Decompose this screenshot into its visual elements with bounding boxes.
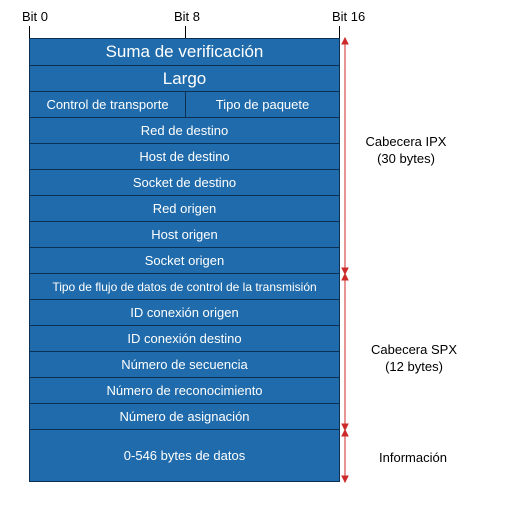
field-label: Tipo de flujo de datos de control de la transmisión bbox=[52, 279, 317, 294]
data-section-label bbox=[357, 449, 469, 466]
spx-header-size: (12 bytes) bbox=[385, 359, 443, 374]
data-section-title: Información bbox=[379, 450, 447, 465]
spx-header-label bbox=[358, 341, 470, 375]
data-arrow-head-bottom bbox=[342, 476, 348, 482]
field-label: Largo bbox=[162, 68, 207, 88]
spx-header-title: Cabecera SPX bbox=[371, 342, 457, 357]
field-label: Host origen bbox=[151, 227, 218, 242]
field-label: Red de destino bbox=[140, 123, 229, 138]
field-label: Socket de destino bbox=[132, 175, 237, 190]
field-label: Socket origen bbox=[144, 253, 225, 268]
field-label: Número de reconocimiento bbox=[106, 383, 263, 398]
bit-16-label: Bit 16 bbox=[332, 9, 366, 24]
bit-0-label: Bit 0 bbox=[22, 9, 49, 24]
ipx-header-title: Cabecera IPX bbox=[365, 134, 447, 149]
field-label: Host de destino bbox=[139, 149, 230, 164]
bit-8-label: Bit 8 bbox=[174, 9, 201, 24]
data-arrow-head-top bbox=[342, 430, 348, 436]
field-label: Número de secuencia bbox=[121, 357, 248, 372]
ipx-header-size: (30 bytes) bbox=[377, 151, 435, 166]
field-label: Suma de verificación bbox=[105, 42, 264, 61]
field-label: Control de transporte bbox=[46, 97, 169, 112]
field-label: ID conexión destino bbox=[127, 331, 242, 346]
field-label: Red origen bbox=[152, 201, 217, 216]
spx-arrow-head-top bbox=[342, 274, 348, 280]
field-label: Tipo de paquete bbox=[215, 97, 310, 112]
field-label: ID conexión origen bbox=[130, 305, 239, 320]
field-label: 0-546 bytes de datos bbox=[123, 448, 246, 463]
field-label: Número de asignación bbox=[119, 409, 250, 424]
ipx-header-label bbox=[350, 133, 462, 167]
ipx-arrow-head-top bbox=[342, 38, 348, 44]
